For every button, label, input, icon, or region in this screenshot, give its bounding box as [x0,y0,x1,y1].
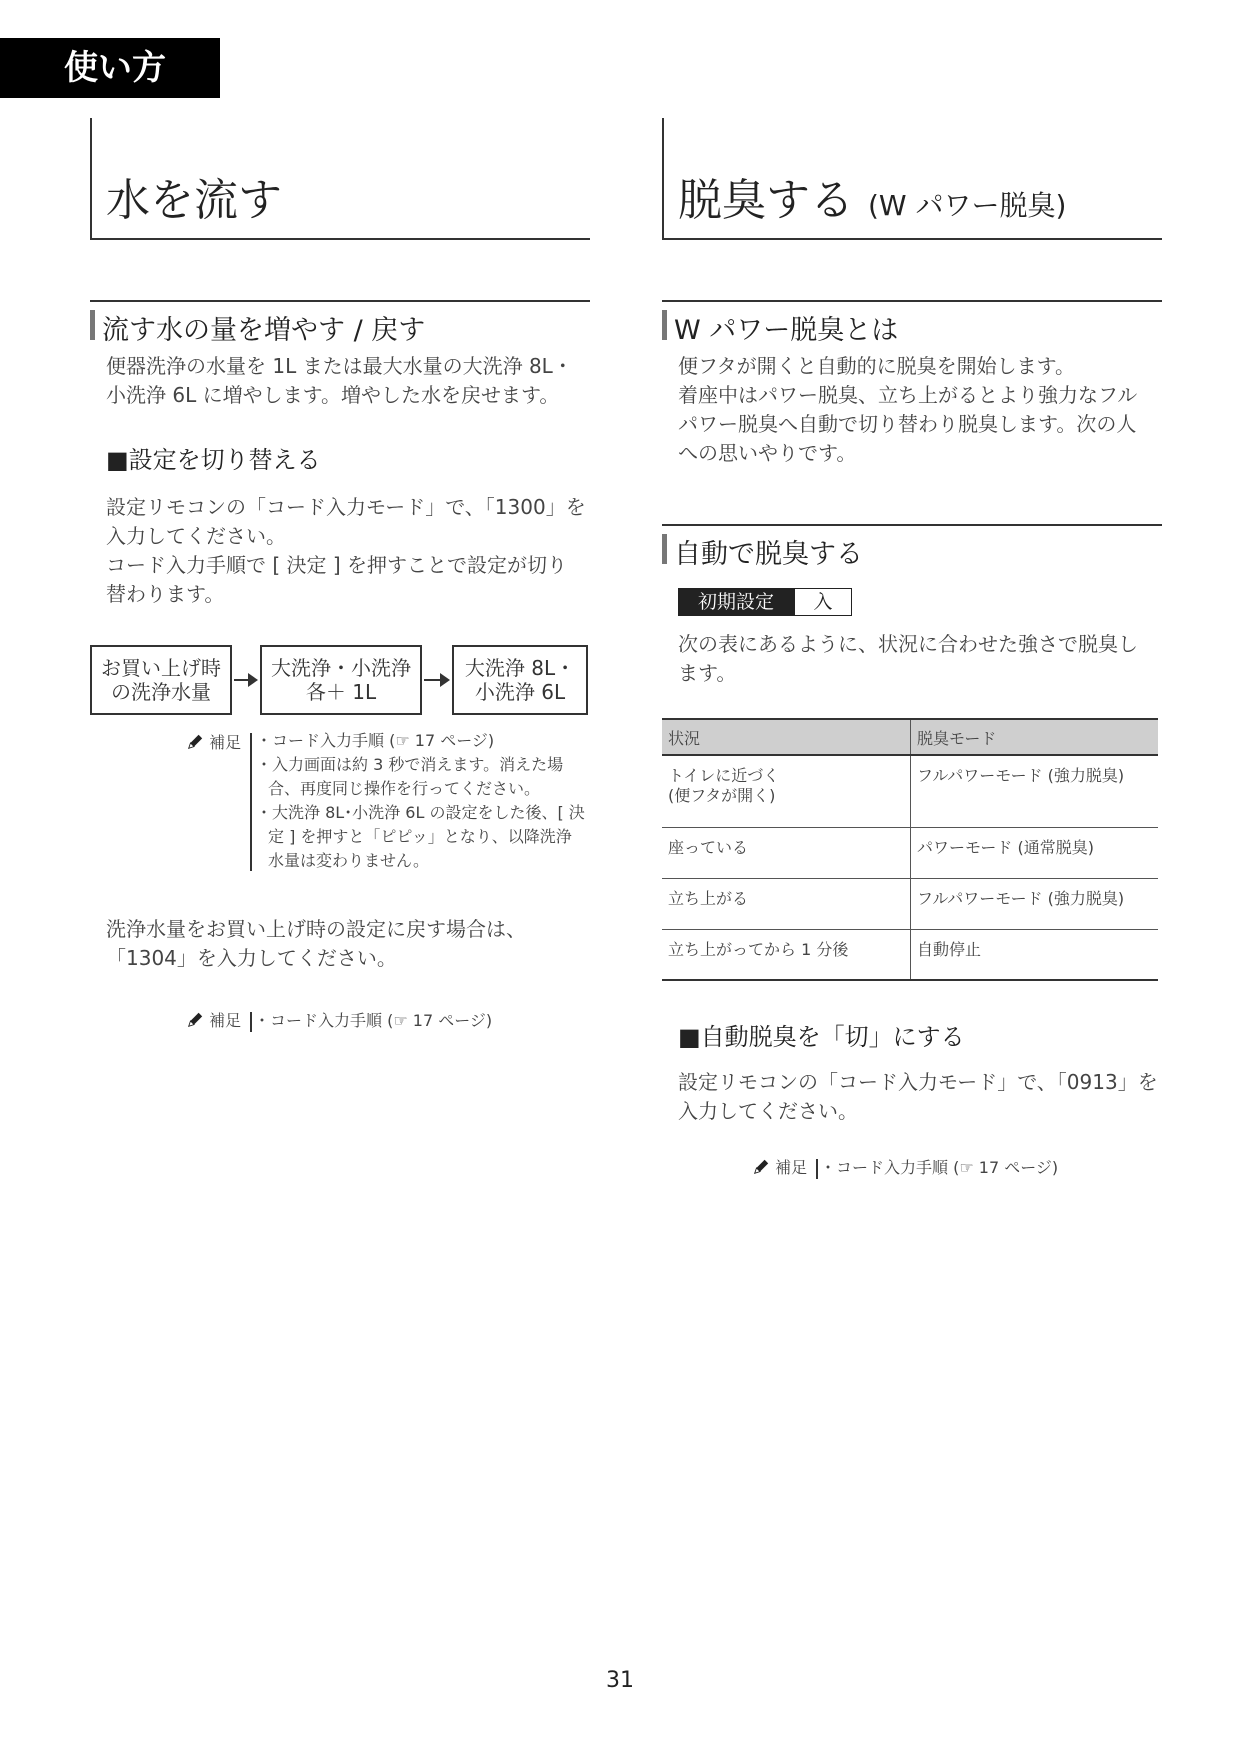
section-body: 便器洗浄の水量を 1L または最大水量の大洗浄 8L・ 小洗浄 6L に増やします。増やした水を戻せます。 [106,354,573,407]
table-header-row [662,719,1158,755]
note-block-1 [90,729,590,879]
section-body: 次の表にあるように、状況に合わせた強さで脱臭し ます。 [678,632,1138,685]
flow-step-max: 大洗浄 8L・ 小洗浄 6L [452,645,588,715]
note-label: 補足 [775,1158,808,1177]
pencil-icon [186,1011,204,1029]
section-heading-flush: 流す水の量を増やす / 戻す [90,300,590,342]
title-text: 脱臭する (W パワー脱臭) [678,175,1067,226]
section-heading-wpower: W パワー脱臭とは [662,300,1162,342]
note-block-3 [662,1156,1162,1182]
subsection-body: 設定リモコンの「コード入力モード」で、「1300」を 入力してください。 コード入力手順で [ 決定 ] を押すことで設定が切り 替わります。 [106,495,586,606]
pencil-icon [186,733,204,751]
right-column [662,118,1162,1182]
note-item: ・コード入力手順 (☞ 17 ページ) [820,1158,1059,1177]
page-title-left [90,118,590,240]
page-title-right [662,118,1162,240]
note-divider [250,1012,252,1032]
flow-arrow [424,679,448,681]
table-row: 立ち上がる フルパワーモード (強力脱臭) [662,878,1158,929]
note-item: ・コード入力手順 (☞ 17 ページ) [254,1011,493,1030]
badge-value: 入 [794,588,852,616]
title-text: 水を流す [106,175,282,226]
header-situation: 状況 [662,719,911,755]
note-divider [250,733,252,871]
table-row: 立ち上がってから 1 分後 自動停止 [662,929,1158,980]
note-divider [816,1159,818,1179]
pencil-icon [752,1158,770,1176]
badge-label: 初期設定 [678,588,794,616]
section-body: 便フタが開くと自動的に脱臭を開始します。 着座中はパワー脱臭、立ち上がるとより強力なフル パワー脱臭へ自動で切り替わり脱臭します。次の人 への思いやりです。 [678,354,1138,465]
flow-step-plus1l: 大洗浄・小洗浄 各＋ 1L [260,645,422,715]
flow-diagram [90,645,590,719]
left-column [90,118,590,1035]
default-setting-badge [678,588,1162,616]
header-mode: 脱臭モード [911,719,1159,755]
table-row: 座っている パワーモード (通常脱臭) [662,827,1158,878]
section-heading-auto: 自動で脱臭する [662,524,1162,566]
flow-step-default: お買い上げ時 の洗浄水量 [90,645,232,715]
table-row: トイレに近づく (便フタが開く) フルパワーモード (強力脱臭) [662,755,1158,827]
page-number: 31 [606,1668,634,1693]
subsection-heading-off: ■自動脱臭を「切」にする [678,1023,965,1051]
subsection-body: 設定リモコンの「コード入力モード」で、「0913」を 入力してください。 [678,1070,1158,1123]
deodorize-mode-table [662,718,1158,981]
note-items: ・コード入力手順 (☞ 17 ページ) ・入力画面は約 3 秒で消えます。消えた場合、再度同じ操作を行ってください。 ・大洗浄 8L･小洗浄 6L の設定をした後、[ 決定 ] を押すと「ピピッ」となり、以降洗浄水量は変わりません。 [256,731,585,870]
note-label: 補足 [209,733,242,752]
subsection-heading-switch: ■設定を切り替える [106,446,321,474]
flow-arrow [234,679,256,681]
note-block-2 [90,1009,590,1035]
chapter-tab: 使い方 [0,38,220,98]
note-label: 補足 [209,1011,242,1030]
reset-instructions: 洗浄水量をお買い上げ時の設定に戻す場合は、 「1304」を入力してください。 [106,917,526,970]
